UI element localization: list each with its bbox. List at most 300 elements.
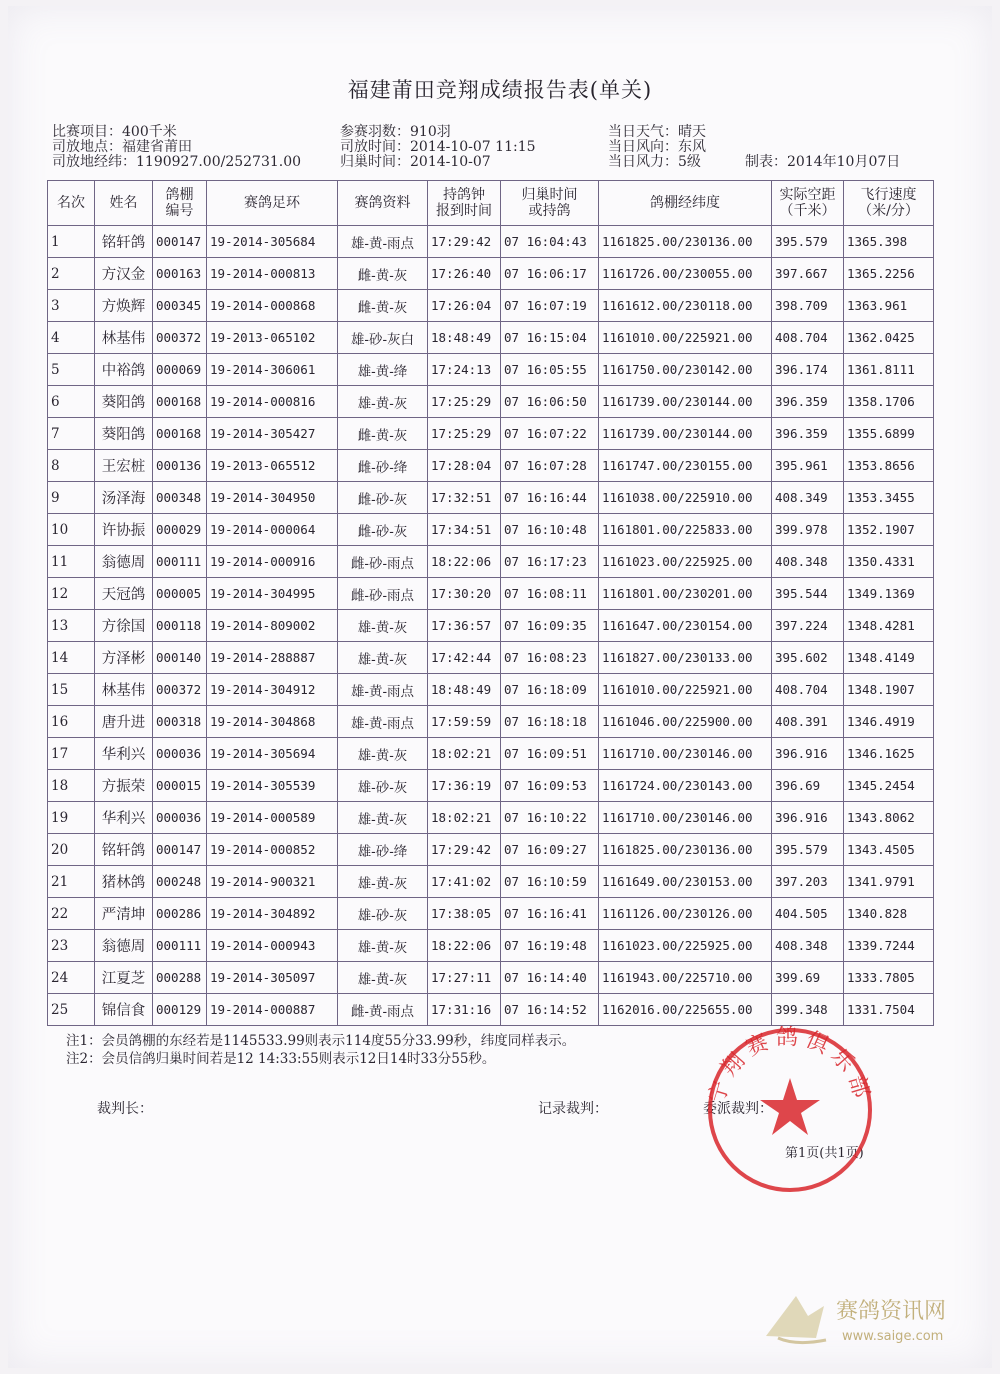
arrival-time-cell: 07 16:10:48 bbox=[501, 514, 599, 546]
name-cell: 天冠鸽 bbox=[95, 578, 153, 610]
bird-info-cell: 雄-砂-灰 bbox=[338, 770, 428, 802]
name-cell: 翁德周 bbox=[95, 930, 153, 962]
coordinates-cell: 1161710.00/230146.00 bbox=[599, 738, 772, 770]
speed-cell: 1343.4505 bbox=[844, 834, 934, 866]
name-cell: 方振荣 bbox=[95, 770, 153, 802]
table-row bbox=[48, 930, 934, 962]
loft-id-cell: 000029 bbox=[153, 514, 207, 546]
arrival-time-cell: 07 16:14:52 bbox=[501, 994, 599, 1026]
ring-cell: 19-2014-288887 bbox=[207, 642, 338, 674]
table-row bbox=[48, 354, 934, 386]
table-row bbox=[48, 482, 934, 514]
ring-cell: 19-2014-000868 bbox=[207, 290, 338, 322]
clock-time-cell: 17:38:05 bbox=[428, 898, 501, 930]
speed-cell: 1345.2454 bbox=[844, 770, 934, 802]
name-cell: 方徐国 bbox=[95, 610, 153, 642]
name-cell: 江夏芝 bbox=[95, 962, 153, 994]
ring-cell: 19-2014-000916 bbox=[207, 546, 338, 578]
saige-watermark-logo bbox=[756, 1276, 966, 1356]
name-cell: 方焕辉 bbox=[95, 290, 153, 322]
clock-time-cell: 17:36:57 bbox=[428, 610, 501, 642]
loft-id-cell: 000372 bbox=[153, 322, 207, 354]
arrival-time-cell: 07 16:09:35 bbox=[501, 610, 599, 642]
star-icon bbox=[760, 1078, 820, 1135]
coordinates-cell: 1161726.00/230055.00 bbox=[599, 258, 772, 290]
clock-time-cell: 17:26:04 bbox=[428, 290, 501, 322]
column-header: 赛鸽资料 bbox=[338, 181, 428, 226]
arrival-time-cell: 07 16:18:18 bbox=[501, 706, 599, 738]
distance-cell: 396.916 bbox=[772, 738, 844, 770]
rank-cell: 6 bbox=[48, 386, 95, 418]
rank-cell: 12 bbox=[48, 578, 95, 610]
table-row bbox=[48, 450, 934, 482]
arrival-time-cell: 07 16:18:09 bbox=[501, 674, 599, 706]
arrival-time-cell: 07 16:09:51 bbox=[501, 738, 599, 770]
table-row bbox=[48, 962, 934, 994]
bird-info-cell: 雌-黄-雨点 bbox=[338, 994, 428, 1026]
clock-time-cell: 18:22:06 bbox=[428, 546, 501, 578]
coordinates-cell: 1161126.00/230126.00 bbox=[599, 898, 772, 930]
clock-time-cell: 17:32:51 bbox=[428, 482, 501, 514]
svg-text:赛鸽资讯网: 赛鸽资讯网 bbox=[836, 1299, 947, 1324]
ring-cell: 19-2014-000589 bbox=[207, 802, 338, 834]
speed-cell: 1333.7805 bbox=[844, 962, 934, 994]
clock-time-cell: 17:59:59 bbox=[428, 706, 501, 738]
bird-info-cell: 雄-黄-灰 bbox=[338, 962, 428, 994]
ring-cell: 19-2014-000943 bbox=[207, 930, 338, 962]
note-1: 注1：会员鸽棚的东经若是1145533.99则表示114度55分33.99秒，纬度同样表示。 bbox=[66, 1033, 576, 1049]
clock-time-cell: 17:36:19 bbox=[428, 770, 501, 802]
ring-cell: 19-2014-304868 bbox=[207, 706, 338, 738]
rank-cell: 2 bbox=[48, 258, 95, 290]
distance-cell: 396.174 bbox=[772, 354, 844, 386]
clock-time-cell: 18:48:49 bbox=[428, 322, 501, 354]
rank-cell: 21 bbox=[48, 866, 95, 898]
bird-info-cell: 雄-黄-灰 bbox=[338, 610, 428, 642]
table-row bbox=[48, 738, 934, 770]
meta-item: 司放时间：2014-10-07 11:15 bbox=[340, 139, 536, 155]
arrival-time-cell: 07 16:09:53 bbox=[501, 770, 599, 802]
name-cell: 翁德周 bbox=[95, 546, 153, 578]
speed-cell: 1365.2256 bbox=[844, 258, 934, 290]
ring-cell: 19-2014-305684 bbox=[207, 226, 338, 258]
coordinates-cell: 1161023.00/225925.00 bbox=[599, 930, 772, 962]
table-row bbox=[48, 802, 934, 834]
loft-id-cell: 000168 bbox=[153, 418, 207, 450]
bird-info-cell: 雄-砂-灰 bbox=[338, 898, 428, 930]
table-row bbox=[48, 322, 934, 354]
rank-cell: 18 bbox=[48, 770, 95, 802]
distance-cell: 396.359 bbox=[772, 386, 844, 418]
clock-time-cell: 17:26:40 bbox=[428, 258, 501, 290]
meta-left bbox=[52, 125, 301, 170]
speed-cell: 1355.6899 bbox=[844, 418, 934, 450]
speed-cell: 1361.8111 bbox=[844, 354, 934, 386]
name-cell: 汤泽海 bbox=[95, 482, 153, 514]
loft-id-cell: 000348 bbox=[153, 482, 207, 514]
speed-cell: 1343.8062 bbox=[844, 802, 934, 834]
loft-id-cell: 000136 bbox=[153, 450, 207, 482]
distance-cell: 396.359 bbox=[772, 418, 844, 450]
distance-cell: 399.978 bbox=[772, 514, 844, 546]
loft-id-cell: 000147 bbox=[153, 834, 207, 866]
coordinates-cell: 1161827.00/230133.00 bbox=[599, 642, 772, 674]
rank-cell: 19 bbox=[48, 802, 95, 834]
clock-time-cell: 17:28:04 bbox=[428, 450, 501, 482]
coordinates-cell: 1161612.00/230118.00 bbox=[599, 290, 772, 322]
distance-cell: 395.961 bbox=[772, 450, 844, 482]
coordinates-cell: 1161046.00/225900.00 bbox=[599, 706, 772, 738]
coordinates-cell: 1161801.00/230201.00 bbox=[599, 578, 772, 610]
meta-item: 当日风向：东风 bbox=[608, 139, 706, 155]
distance-cell: 397.224 bbox=[772, 610, 844, 642]
ring-cell: 19-2013-065102 bbox=[207, 322, 338, 354]
bird-info-cell: 雌-黄-灰 bbox=[338, 290, 428, 322]
clock-time-cell: 18:02:21 bbox=[428, 738, 501, 770]
arrival-time-cell: 07 16:16:41 bbox=[501, 898, 599, 930]
column-header: 鸽棚经纬度 bbox=[599, 181, 772, 226]
loft-id-cell: 000147 bbox=[153, 226, 207, 258]
rank-cell: 8 bbox=[48, 450, 95, 482]
coordinates-cell: 1161739.00/230144.00 bbox=[599, 386, 772, 418]
clock-time-cell: 17:31:16 bbox=[428, 994, 501, 1026]
bird-info-cell: 雄-砂-灰白 bbox=[338, 322, 428, 354]
column-header: 鸽棚 编号 bbox=[153, 181, 207, 226]
report-title: 福建莆田竞翔成绩报告表(单关) bbox=[347, 78, 653, 102]
svg-text:www.saige.com: www.saige.com bbox=[842, 1329, 944, 1344]
rank-cell: 11 bbox=[48, 546, 95, 578]
delegate-judge-label: 委派裁判： bbox=[703, 1101, 773, 1117]
distance-cell: 408.704 bbox=[772, 674, 844, 706]
dove-icon bbox=[766, 1296, 824, 1338]
coordinates-cell: 1161649.00/230153.00 bbox=[599, 866, 772, 898]
meta-item: 司放地经纬：1190927.00/252731.00 bbox=[52, 154, 302, 170]
rank-cell: 22 bbox=[48, 898, 95, 930]
name-cell: 中裕鸽 bbox=[95, 354, 153, 386]
bird-info-cell: 雄-黄-灰 bbox=[338, 866, 428, 898]
ring-cell: 19-2013-065512 bbox=[207, 450, 338, 482]
arrival-time-cell: 07 16:08:11 bbox=[501, 578, 599, 610]
coordinates-cell: 1161010.00/225921.00 bbox=[599, 322, 772, 354]
speed-cell: 1348.4281 bbox=[844, 610, 934, 642]
speed-cell: 1341.9791 bbox=[844, 866, 934, 898]
column-header: 姓名 bbox=[95, 181, 153, 226]
arrival-time-cell: 07 16:05:55 bbox=[501, 354, 599, 386]
distance-cell: 408.348 bbox=[772, 546, 844, 578]
coordinates-cell: 1161647.00/230154.00 bbox=[599, 610, 772, 642]
table-row bbox=[48, 674, 934, 706]
loft-id-cell: 000005 bbox=[153, 578, 207, 610]
ring-cell: 19-2014-305694 bbox=[207, 738, 338, 770]
bird-info-cell: 雄-砂-绛 bbox=[338, 834, 428, 866]
meta-item: 归巢时间：2014-10-07 bbox=[340, 154, 491, 170]
svg-text:宁翔赛鸽俱乐部: 宁翔赛鸽俱乐部 bbox=[704, 1025, 876, 1107]
ring-cell: 19-2014-304950 bbox=[207, 482, 338, 514]
speed-cell: 1363.961 bbox=[844, 290, 934, 322]
ring-cell: 19-2014-305539 bbox=[207, 770, 338, 802]
distance-cell: 397.667 bbox=[772, 258, 844, 290]
clock-time-cell: 17:41:02 bbox=[428, 866, 501, 898]
distance-cell: 395.602 bbox=[772, 642, 844, 674]
ring-cell: 19-2014-900321 bbox=[207, 866, 338, 898]
distance-cell: 404.505 bbox=[772, 898, 844, 930]
rank-cell: 7 bbox=[48, 418, 95, 450]
meta-item: 当日风力：5级 bbox=[608, 154, 701, 170]
name-cell: 铭轩鸽 bbox=[95, 834, 153, 866]
table-row bbox=[48, 770, 934, 802]
arrival-time-cell: 07 16:06:50 bbox=[501, 386, 599, 418]
loft-id-cell: 000318 bbox=[153, 706, 207, 738]
loft-id-cell: 000036 bbox=[153, 738, 207, 770]
bird-info-cell: 雄-黄-灰 bbox=[338, 738, 428, 770]
loft-id-cell: 000015 bbox=[153, 770, 207, 802]
speed-cell: 1331.7504 bbox=[844, 994, 934, 1026]
table-row bbox=[48, 642, 934, 674]
loft-id-cell: 000118 bbox=[153, 610, 207, 642]
bird-info-cell: 雌-砂-雨点 bbox=[338, 546, 428, 578]
arrival-time-cell: 07 16:07:19 bbox=[501, 290, 599, 322]
made-date: 制表：2014年10月07日 bbox=[745, 154, 901, 170]
clock-time-cell: 17:27:11 bbox=[428, 962, 501, 994]
loft-id-cell: 000163 bbox=[153, 258, 207, 290]
rank-cell: 24 bbox=[48, 962, 95, 994]
name-cell: 华利兴 bbox=[95, 738, 153, 770]
ring-cell: 19-2014-305097 bbox=[207, 962, 338, 994]
meta-item: 当日天气：晴天 bbox=[608, 124, 706, 140]
clock-time-cell: 18:48:49 bbox=[428, 674, 501, 706]
rank-cell: 4 bbox=[48, 322, 95, 354]
speed-cell: 1340.828 bbox=[844, 898, 934, 930]
clock-time-cell: 17:24:13 bbox=[428, 354, 501, 386]
ring-cell: 19-2014-304892 bbox=[207, 898, 338, 930]
column-header: 归巢时间 或持鸽 bbox=[501, 181, 599, 226]
arrival-time-cell: 07 16:06:17 bbox=[501, 258, 599, 290]
ring-cell: 19-2014-000813 bbox=[207, 258, 338, 290]
table-row bbox=[48, 866, 934, 898]
note-2: 注2：会员信鸽归巢时间若是12 14:33:55则表示12日14时33分55秒。 bbox=[66, 1051, 496, 1067]
coordinates-cell: 1161825.00/230136.00 bbox=[599, 226, 772, 258]
coordinates-cell: 1161010.00/225921.00 bbox=[599, 674, 772, 706]
speed-cell: 1358.1706 bbox=[844, 386, 934, 418]
ring-cell: 19-2014-306061 bbox=[207, 354, 338, 386]
loft-id-cell: 000168 bbox=[153, 386, 207, 418]
coordinates-cell: 1161943.00/225710.00 bbox=[599, 962, 772, 994]
rank-cell: 23 bbox=[48, 930, 95, 962]
bird-info-cell: 雄-黄-绛 bbox=[338, 354, 428, 386]
speed-cell: 1348.1907 bbox=[844, 674, 934, 706]
bird-info-cell: 雄-黄-灰 bbox=[338, 802, 428, 834]
bird-info-cell: 雄-黄-雨点 bbox=[338, 674, 428, 706]
meta-item: 参赛羽数：910羽 bbox=[340, 124, 451, 140]
rank-cell: 20 bbox=[48, 834, 95, 866]
speed-cell: 1346.1625 bbox=[844, 738, 934, 770]
rank-cell: 3 bbox=[48, 290, 95, 322]
meta-middle bbox=[340, 125, 536, 170]
loft-id-cell: 000345 bbox=[153, 290, 207, 322]
table-header bbox=[48, 181, 934, 226]
table-row bbox=[48, 578, 934, 610]
speed-cell: 1365.398 bbox=[844, 226, 934, 258]
loft-id-cell: 000372 bbox=[153, 674, 207, 706]
name-cell: 林基伟 bbox=[95, 322, 153, 354]
clock-time-cell: 17:25:29 bbox=[428, 386, 501, 418]
ring-cell: 19-2014-304995 bbox=[207, 578, 338, 610]
ring-cell: 19-2014-000852 bbox=[207, 834, 338, 866]
table-row bbox=[48, 514, 934, 546]
coordinates-cell: 1161801.00/225833.00 bbox=[599, 514, 772, 546]
arrival-time-cell: 07 16:04:43 bbox=[501, 226, 599, 258]
distance-cell: 408.704 bbox=[772, 322, 844, 354]
loft-id-cell: 000111 bbox=[153, 546, 207, 578]
bird-info-cell: 雄-黄-雨点 bbox=[338, 226, 428, 258]
name-cell: 猪林鸽 bbox=[95, 866, 153, 898]
column-header: 飞行速度 （米/分） bbox=[844, 181, 934, 226]
rank-cell: 1 bbox=[48, 226, 95, 258]
distance-cell: 395.544 bbox=[772, 578, 844, 610]
column-header: 赛鸽足环 bbox=[207, 181, 338, 226]
distance-cell: 396.916 bbox=[772, 802, 844, 834]
rank-cell: 14 bbox=[48, 642, 95, 674]
clock-time-cell: 17:34:51 bbox=[428, 514, 501, 546]
coordinates-cell: 1161023.00/225925.00 bbox=[599, 546, 772, 578]
arrival-time-cell: 07 16:19:48 bbox=[501, 930, 599, 962]
arrival-time-cell: 07 16:07:22 bbox=[501, 418, 599, 450]
table-row bbox=[48, 610, 934, 642]
clock-time-cell: 17:29:42 bbox=[428, 834, 501, 866]
coordinates-cell: 1161710.00/230146.00 bbox=[599, 802, 772, 834]
clock-time-cell: 18:22:06 bbox=[428, 930, 501, 962]
record-judge-label: 记录裁判： bbox=[538, 1101, 608, 1117]
header-row bbox=[48, 181, 934, 226]
page-indicator: 第1页(共1页) bbox=[785, 1146, 864, 1161]
name-cell: 葵阳鸽 bbox=[95, 386, 153, 418]
name-cell: 许协振 bbox=[95, 514, 153, 546]
arrival-time-cell: 07 16:10:22 bbox=[501, 802, 599, 834]
arrival-time-cell: 07 16:16:44 bbox=[501, 482, 599, 514]
name-cell: 铭轩鸽 bbox=[95, 226, 153, 258]
speed-cell: 1352.1907 bbox=[844, 514, 934, 546]
table-row bbox=[48, 226, 934, 258]
table-row bbox=[48, 258, 934, 290]
name-cell: 王宏桩 bbox=[95, 450, 153, 482]
meta-right bbox=[608, 125, 706, 170]
rank-cell: 10 bbox=[48, 514, 95, 546]
table-row bbox=[48, 418, 934, 450]
arrival-time-cell: 07 16:15:04 bbox=[501, 322, 599, 354]
arrival-time-cell: 07 16:08:23 bbox=[501, 642, 599, 674]
distance-cell: 395.579 bbox=[772, 834, 844, 866]
column-header: 名次 bbox=[48, 181, 95, 226]
name-cell: 锦信食 bbox=[95, 994, 153, 1026]
clock-time-cell: 17:42:44 bbox=[428, 642, 501, 674]
distance-cell: 408.391 bbox=[772, 706, 844, 738]
bird-info-cell: 雌-砂-灰 bbox=[338, 514, 428, 546]
name-cell: 林基伟 bbox=[95, 674, 153, 706]
speed-cell: 1349.1369 bbox=[844, 578, 934, 610]
coordinates-cell: 1161750.00/230142.00 bbox=[599, 354, 772, 386]
table-row bbox=[48, 834, 934, 866]
table-row bbox=[48, 546, 934, 578]
bird-info-cell: 雄-黄-灰 bbox=[338, 386, 428, 418]
coordinates-cell: 1161825.00/230136.00 bbox=[599, 834, 772, 866]
table-body bbox=[48, 226, 934, 1026]
speed-cell: 1346.4919 bbox=[844, 706, 934, 738]
rank-cell: 16 bbox=[48, 706, 95, 738]
coordinates-cell: 1161747.00/230155.00 bbox=[599, 450, 772, 482]
notes bbox=[66, 1032, 575, 1068]
rank-cell: 13 bbox=[48, 610, 95, 642]
ring-cell: 19-2014-000816 bbox=[207, 386, 338, 418]
bird-info-cell: 雌-黄-灰 bbox=[338, 258, 428, 290]
distance-cell: 408.349 bbox=[772, 482, 844, 514]
ring-cell: 19-2014-304912 bbox=[207, 674, 338, 706]
name-cell: 葵阳鸽 bbox=[95, 418, 153, 450]
ring-cell: 19-2014-000064 bbox=[207, 514, 338, 546]
coordinates-cell: 1161724.00/230143.00 bbox=[599, 770, 772, 802]
table-row bbox=[48, 386, 934, 418]
table-row bbox=[48, 898, 934, 930]
loft-id-cell: 000129 bbox=[153, 994, 207, 1026]
clock-time-cell: 18:02:21 bbox=[428, 802, 501, 834]
arrival-time-cell: 07 16:07:28 bbox=[501, 450, 599, 482]
table-row bbox=[48, 706, 934, 738]
name-cell: 严清坤 bbox=[95, 898, 153, 930]
coordinates-cell: 1162016.00/225655.00 bbox=[599, 994, 772, 1026]
rank-cell: 5 bbox=[48, 354, 95, 386]
loft-id-cell: 000069 bbox=[153, 354, 207, 386]
column-header: 持鸽钟 报到时间 bbox=[428, 181, 501, 226]
clock-time-cell: 17:30:20 bbox=[428, 578, 501, 610]
coordinates-cell: 1161038.00/225910.00 bbox=[599, 482, 772, 514]
speed-cell: 1339.7244 bbox=[844, 930, 934, 962]
ring-cell: 19-2014-305427 bbox=[207, 418, 338, 450]
distance-cell: 399.69 bbox=[772, 962, 844, 994]
distance-cell: 408.348 bbox=[772, 930, 844, 962]
bird-info-cell: 雄-黄-灰 bbox=[338, 642, 428, 674]
results-table bbox=[47, 180, 934, 1026]
column-header: 实际空距 （千米） bbox=[772, 181, 844, 226]
bird-info-cell: 雌-砂-绛 bbox=[338, 450, 428, 482]
distance-cell: 396.69 bbox=[772, 770, 844, 802]
distance-cell: 399.348 bbox=[772, 994, 844, 1026]
loft-id-cell: 000111 bbox=[153, 930, 207, 962]
name-cell: 唐升进 bbox=[95, 706, 153, 738]
rank-cell: 15 bbox=[48, 674, 95, 706]
meta-item: 司放地点：福建省莆田 bbox=[52, 139, 192, 155]
name-cell: 方汉金 bbox=[95, 258, 153, 290]
speed-cell: 1353.8656 bbox=[844, 450, 934, 482]
name-cell: 方泽彬 bbox=[95, 642, 153, 674]
table-row bbox=[48, 290, 934, 322]
speed-cell: 1350.4331 bbox=[844, 546, 934, 578]
loft-id-cell: 000288 bbox=[153, 962, 207, 994]
loft-id-cell: 000036 bbox=[153, 802, 207, 834]
rank-cell: 9 bbox=[48, 482, 95, 514]
distance-cell: 398.709 bbox=[772, 290, 844, 322]
arrival-time-cell: 07 16:10:59 bbox=[501, 866, 599, 898]
arrival-time-cell: 07 16:09:27 bbox=[501, 834, 599, 866]
bird-info-cell: 雌-砂-灰 bbox=[338, 482, 428, 514]
chief-judge-label: 裁判长： bbox=[97, 1101, 153, 1117]
name-cell: 华利兴 bbox=[95, 802, 153, 834]
loft-id-cell: 000248 bbox=[153, 866, 207, 898]
speed-cell: 1362.0425 bbox=[844, 322, 934, 354]
ring-cell: 19-2014-809002 bbox=[207, 610, 338, 642]
bird-info-cell: 雄-黄-灰 bbox=[338, 930, 428, 962]
bird-info-cell: 雌-黄-灰 bbox=[338, 418, 428, 450]
rank-cell: 25 bbox=[48, 994, 95, 1026]
speed-cell: 1353.3455 bbox=[844, 482, 934, 514]
